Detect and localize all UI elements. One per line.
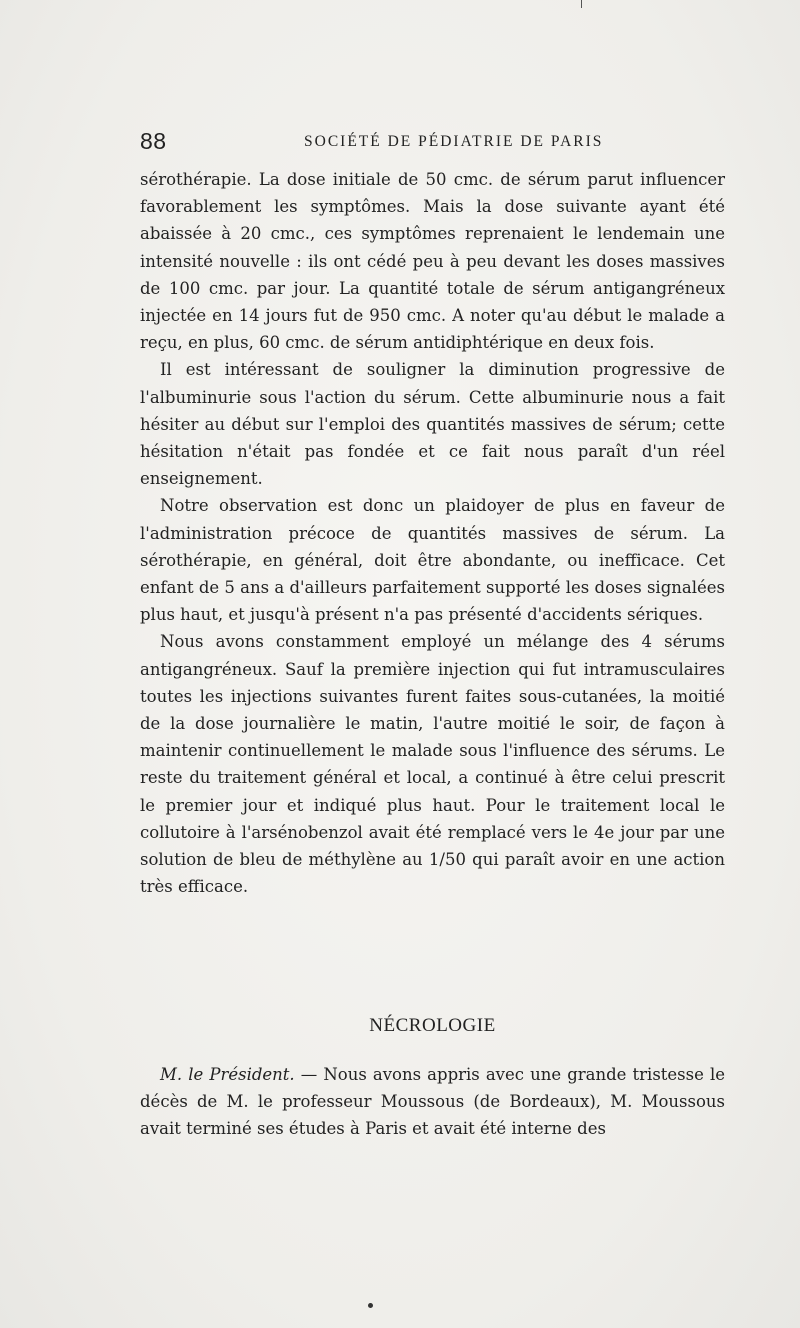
paragraph-1: sérothérapie. La dose initiale de 50 cmc. de sérum parut influencer favorablement les symptômes. Mais la dose suivante ayant été abaissée à 20 cmc., ces symptômes reprenaient le lendemain une intensité nouvelle : ils ont cédé peu à peu devant les doses massives de 100 cmc. par jour. La quantité totale de sérum antigangréneux injectée en 14 jours fut de 950 cmc. A noter qu'au début le malade a reçu, en plus, 60 cmc. de sérum antidiphtérique en deux fois. (140, 170, 725, 353)
paragraph-3: Notre observation est donc un plaidoyer de plus en faveur de l'administration précoce de quantités massives de sérum. La sérothérapie, en général, doit être abondante, ou inefficace. Cet enfant de 5 ans a d'ailleurs parfaitement supporté les doses signalées plus haut, et jusqu'à présent n'a pas présenté d'accidents sériques. (140, 496, 725, 625)
section-heading-necrologie: NÉCROLOGIE (369, 1015, 496, 1036)
necrology-paragraph: — Nous avons appris avec une grande tristesse le décès de M. le professeur Moussous (de Bordeaux), M. Moussous avait terminé ses études à Paris et avait été interne des (140, 1065, 726, 1139)
necrology-text (140, 1061, 725, 1143)
running-title: SOCIÉTÉ DE PÉDIATRIE DE PARIS (304, 133, 604, 150)
page-number: 88 (140, 128, 167, 154)
page-header (140, 128, 725, 158)
scan-mark (581, 0, 582, 8)
ink-dot (368, 1303, 373, 1308)
paragraph-2: Il est intéressant de souligner la diminution progressive de l'albuminurie sous l'action du sérum. Cette albuminurie nous a fait hésiter au début sur l'emploi des quantités massives de sérum; cette hésitation n'était pas fondée et ce fait nous paraît d'un réel enseignement. (140, 360, 725, 489)
speaker-label: M. le Président. (160, 1065, 295, 1084)
body-text (140, 166, 725, 900)
paragraph-4: Nous avons constamment employé un mélange des 4 sérums antigangréneux. Sauf la première injection qui fut intramusculaires toutes les injections suivantes furent faites sous-cutanées, la moitié de la dose journalière le matin, l'autre moitié le soir, de façon à maintenir continuellement le malade sous l'influence des sérums. Le reste du traitement général et local, a continué à être celui prescrit le premier jour et indiqué plus haut. Pour le traitement local le collutoire à l'arsénobenzol avait été remplacé vers le 4e jour par une solution de bleu de méthylène au 1/50 qui paraît avoir en une action très efficace. (140, 632, 725, 897)
